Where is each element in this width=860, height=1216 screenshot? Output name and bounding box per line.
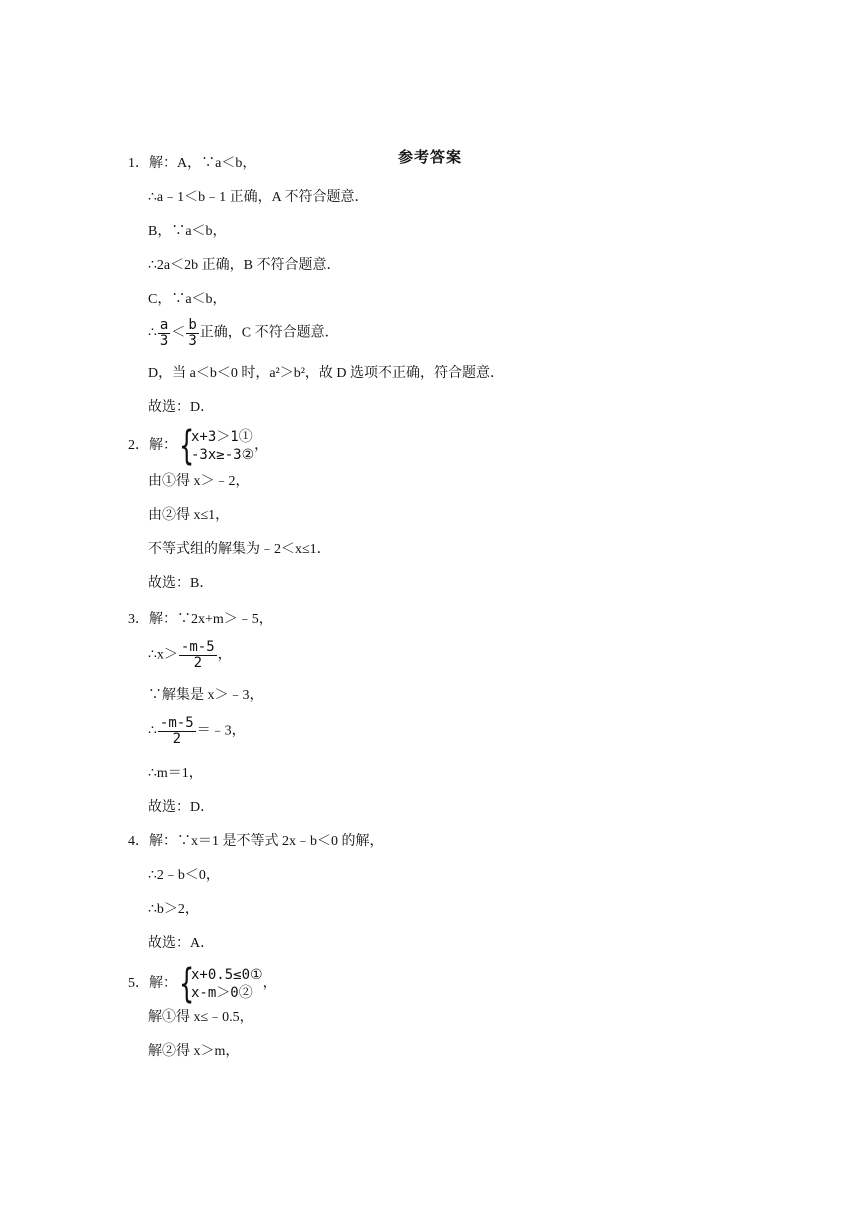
q2-post: ， [254, 438, 269, 454]
fraction-neg-m-minus-5-over-2 [158, 716, 196, 747]
q2-pre: 解： [149, 438, 177, 454]
q3-line-4-post: ＝﹣3， [196, 723, 246, 739]
system-row-1: x+0.5≤0① [191, 967, 263, 983]
q1-number: 1． [128, 156, 149, 171]
q4-line-4: 故选：A． [148, 936, 215, 951]
q3-line-1: 解：∵2x+m＞﹣5， [149, 612, 273, 627]
fraction-numerator: b [188, 317, 197, 333]
q2-line-3: 不等式组的解集为﹣2＜x≤1． [148, 542, 331, 557]
q5-number: 5． [128, 976, 149, 992]
less-than-sign: ＜ [171, 325, 186, 341]
q3-line-5: ∴m＝1， [148, 766, 203, 781]
q1-line-4: ∴2a＜2b 正确，B 不符合题意． [148, 258, 341, 273]
q1-line-6-pre: ∴ [148, 325, 157, 341]
q1-line-8: 故选：D． [148, 400, 215, 415]
q3-line-2-pre: ∴x＞ [148, 647, 178, 663]
q5-post: ， [262, 976, 277, 992]
fraction-denominator: 2 [172, 731, 181, 747]
system-row-1: x+3＞1① [191, 429, 253, 445]
q3-line-4 [148, 716, 246, 747]
q4-line-2: ∴2﹣b＜0， [148, 868, 220, 883]
fraction-a-over-3 [158, 318, 170, 349]
fraction-denominator: 3 [188, 333, 197, 349]
page-title: 参考答案 [397, 150, 462, 166]
q5-line-1: 解①得 x≤﹣0.5， [148, 1010, 254, 1025]
q3-line-6: 故选：D． [148, 800, 215, 815]
q5-item [128, 961, 277, 1007]
system-row-2: x-m＞0② [191, 985, 253, 1001]
q1-line-6-post: 正确，C 不符合题意． [199, 325, 339, 341]
left-brace-icon: { [179, 961, 195, 1007]
fraction-denominator: 3 [159, 333, 169, 349]
q3-line-2 [148, 640, 232, 671]
q2-line-2: 由②得 x≤1， [148, 508, 230, 523]
q5-pre: 解： [149, 976, 177, 992]
fraction-denominator: 2 [193, 655, 202, 671]
q5-line-2: 解②得 x＞m， [148, 1044, 240, 1059]
q3-number: 3． [128, 612, 149, 627]
q1-item [128, 154, 256, 174]
fraction-b-over-3 [186, 318, 198, 349]
fraction-numerator: -m-5 [159, 715, 194, 731]
q3-line-3: ∵解集是 x＞﹣3， [148, 688, 264, 703]
q3-line-2-post: ， [217, 647, 232, 663]
q4-line-3: ∴b＞2， [148, 902, 199, 917]
q3-line-4-pre: ∴ [148, 723, 157, 739]
q3-item [128, 610, 273, 630]
q4-number: 4． [128, 834, 149, 849]
q2-item [128, 423, 269, 469]
q4-line-1: 解：∵x＝1 是不等式 2x﹣b＜0 的解， [149, 834, 384, 849]
q1-line-6 [148, 318, 339, 349]
q1-line-5: C，∵a＜b， [148, 292, 227, 307]
left-brace-icon: { [179, 423, 195, 469]
inequality-system [179, 961, 263, 1007]
q2-line-4: 故选：B． [148, 576, 214, 591]
q1-line-2: ∴a﹣1＜b﹣1 正确，A 不符合题意． [148, 190, 369, 205]
system-row-2: -3x≥-3② [191, 447, 255, 463]
q1-line-3: B，∵a＜b， [148, 224, 227, 239]
q2-number: 2． [128, 438, 149, 454]
q4-item [128, 832, 384, 852]
q1-line-1: 解：A，∵a＜b， [149, 156, 257, 171]
q2-line-1: 由①得 x＞﹣2， [148, 474, 250, 489]
inequality-system [179, 423, 255, 469]
fraction-numerator: -m-5 [180, 639, 215, 655]
fraction-numerator: a [159, 317, 169, 333]
q1-line-7: D，当 a＜b＜0 时，a²＞b²，故 D 选项不正确，符合题意． [148, 366, 505, 381]
fraction-neg-m-minus-5-over-2 [179, 640, 217, 671]
